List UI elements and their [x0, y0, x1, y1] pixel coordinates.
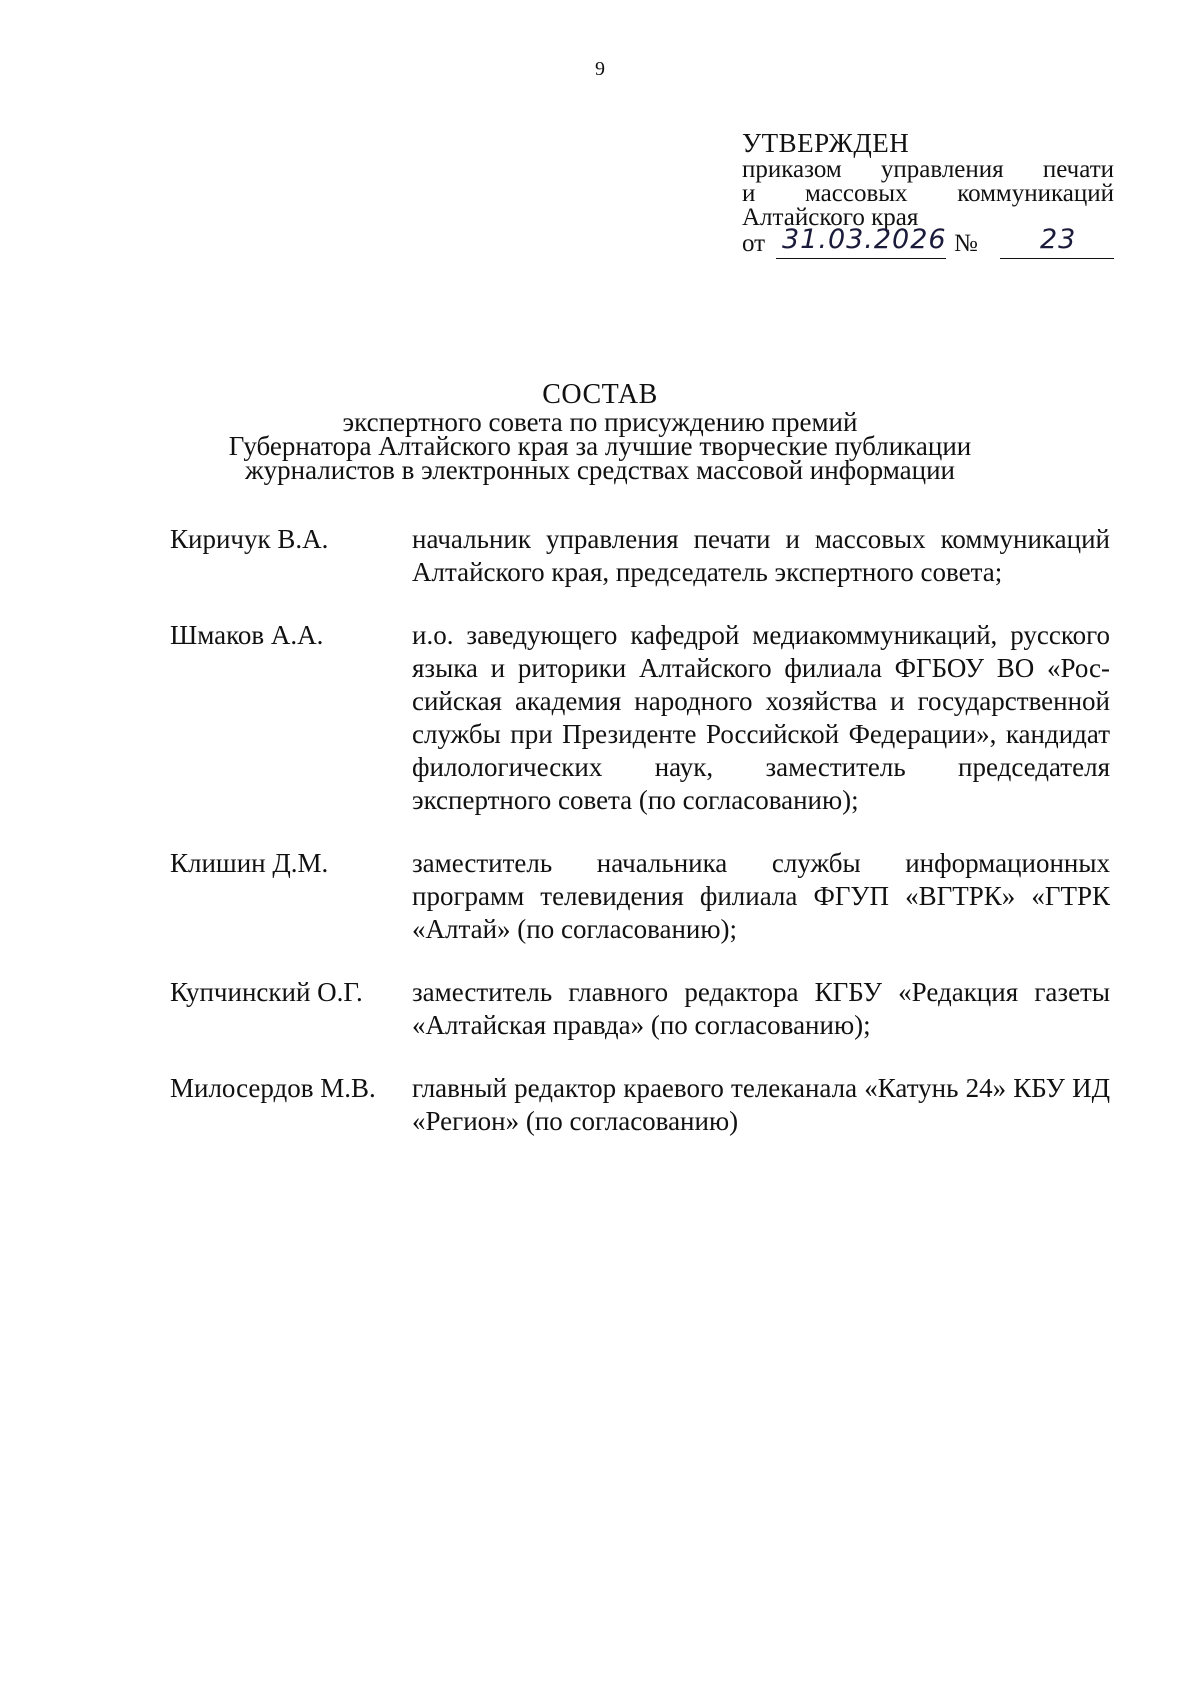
- handwritten-date-text: 31.03.2026: [782, 224, 947, 255]
- approval-line-1: приказом управления печати: [742, 156, 1114, 183]
- member-name: Клишин Д.М.: [170, 848, 329, 878]
- document-subtitle-line-2: Губернатора Алтайского края за лучшие творческие публикации: [228, 431, 972, 461]
- member-row: [170, 847, 1110, 946]
- page-number: 9: [595, 58, 605, 80]
- member-row: [170, 1072, 1110, 1138]
- document-subtitle-line-1: экспертного совета по присуждению премий: [342, 407, 858, 437]
- document-title: СОСТАВ: [542, 379, 658, 410]
- member-row: [170, 976, 1110, 1042]
- document-title-block: [0, 379, 1200, 485]
- members-list: [170, 523, 1110, 1168]
- member-role: и.о. заведующего кафедрой медиакоммуникаций, русского языка и риторики Алтайского филиала ФГБОУ ВО «Российская академия народного хозяйства и государственной службы при Президенте Российской Федерации», кандидат филологических наук, заместитель председателя экспертного совета (по согласованию);: [412, 620, 1110, 815]
- approval-heading: УТВЕРЖДЕН: [742, 128, 910, 158]
- member-role: заместитель главного редактора КГБУ «Редакция газеты «Алтайская правда» (по согласованию);: [412, 977, 1110, 1040]
- number-sign: №: [954, 230, 978, 257]
- document-subtitle-line-3: журналистов в электронных средствах массовой информации: [244, 455, 955, 485]
- member-role: начальник управления печати и массовых коммуникаций Алтайского края, председатель экспертного совета;: [412, 524, 1110, 587]
- handwritten-date: [776, 224, 947, 259]
- member-role: заместитель начальника службы информационных программ телевидения филиала ФГУП «ВГТРК» «ГТРК «Алтай» (по согласованию);: [412, 848, 1110, 944]
- member-row: [170, 619, 1110, 817]
- approval-date-line: [742, 224, 1114, 264]
- member-name: Купчинский О.Г.: [170, 977, 363, 1007]
- member-name: Киричук В.А.: [170, 524, 329, 554]
- handwritten-number: [1000, 224, 1114, 259]
- handwritten-number-text: 23: [1040, 224, 1077, 255]
- approval-line-2: и массовых коммуникаций: [742, 180, 1114, 207]
- approval-line-3: Алтайского края: [742, 204, 919, 231]
- member-name: Милосердов М.В.: [170, 1073, 376, 1103]
- member-row: [170, 523, 1110, 589]
- member-role: главный редактор краевого телеканала «Катунь 24» КБУ ИД «Регион» (по согласованию): [412, 1073, 1110, 1136]
- member-name: Шмаков А.А.: [170, 620, 324, 650]
- approval-stamp-block: [742, 128, 1114, 264]
- date-prefix: от: [742, 230, 766, 257]
